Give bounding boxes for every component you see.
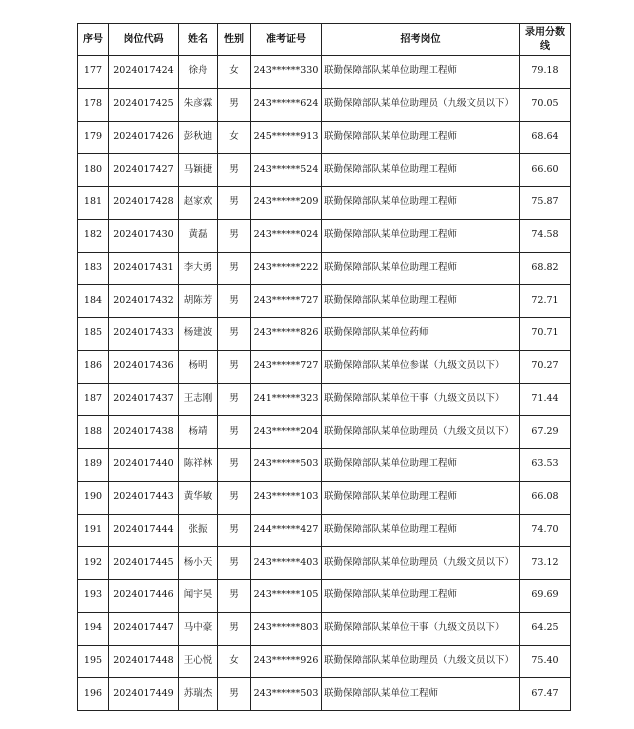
cell-index: 191: [78, 514, 109, 547]
cell-post-code: 2024017428: [109, 187, 179, 220]
cell-post-code: 2024017447: [109, 612, 179, 645]
cell-name: 李大勇: [179, 252, 218, 285]
cell-gender: 男: [218, 318, 251, 351]
cell-post-code: 2024017430: [109, 219, 179, 252]
header-gender: 性别: [218, 24, 251, 56]
cell-exam: 243******024: [251, 219, 322, 252]
table-row: [78, 481, 571, 514]
cell-exam: 243******204: [251, 416, 322, 449]
cell-gender: 男: [218, 88, 251, 121]
header-score: 录用分数线: [520, 24, 571, 56]
cell-score: 68.82: [520, 252, 571, 285]
cell-gender: 男: [218, 187, 251, 220]
table-row: [78, 645, 571, 678]
cell-exam: 243******926: [251, 645, 322, 678]
cell-exam: 243******503: [251, 678, 322, 711]
results-table: [77, 23, 571, 711]
cell-index: 184: [78, 285, 109, 318]
cell-post-code: 2024017443: [109, 481, 179, 514]
cell-score: 72.71: [520, 285, 571, 318]
cell-position: 联勤保障部队某单位助理员（九级文员以下）: [322, 547, 520, 580]
table-row: [78, 121, 571, 154]
cell-score: 63.53: [520, 449, 571, 482]
cell-position: 联勤保障部队某单位助理工程师: [322, 580, 520, 613]
header-name: 姓名: [179, 24, 218, 56]
cell-post-code: 2024017432: [109, 285, 179, 318]
cell-gender: 女: [218, 645, 251, 678]
cell-exam: 243******209: [251, 187, 322, 220]
cell-gender: 男: [218, 612, 251, 645]
cell-exam: 243******503: [251, 449, 322, 482]
table-row: [78, 252, 571, 285]
cell-gender: 男: [218, 416, 251, 449]
cell-exam: 243******222: [251, 252, 322, 285]
cell-index: 193: [78, 580, 109, 613]
cell-name: 杨明: [179, 350, 218, 383]
cell-exam: 243******103: [251, 481, 322, 514]
cell-score: 67.29: [520, 416, 571, 449]
cell-score: 70.05: [520, 88, 571, 121]
cell-index: 190: [78, 481, 109, 514]
cell-position: 联勤保障部队某单位工程师: [322, 678, 520, 711]
cell-index: 188: [78, 416, 109, 449]
cell-gender: 男: [218, 580, 251, 613]
table-row: [78, 547, 571, 580]
cell-score: 74.70: [520, 514, 571, 547]
cell-score: 71.44: [520, 383, 571, 416]
cell-post-code: 2024017446: [109, 580, 179, 613]
cell-index: 183: [78, 252, 109, 285]
cell-post-code: 2024017448: [109, 645, 179, 678]
cell-name: 胡陈芳: [179, 285, 218, 318]
table-row: [78, 219, 571, 252]
cell-position: 联勤保障部队某单位干事（九级文员以下）: [322, 383, 520, 416]
cell-exam: 245******913: [251, 121, 322, 154]
cell-position: 联勤保障部队某单位助理工程师: [322, 154, 520, 187]
cell-post-code: 2024017431: [109, 252, 179, 285]
cell-position: 联勤保障部队某单位助理工程师: [322, 121, 520, 154]
cell-name: 马中豪: [179, 612, 218, 645]
cell-index: 178: [78, 88, 109, 121]
cell-post-code: 2024017426: [109, 121, 179, 154]
cell-index: 195: [78, 645, 109, 678]
table-row: [78, 285, 571, 318]
cell-index: 194: [78, 612, 109, 645]
cell-name: 黄磊: [179, 219, 218, 252]
cell-gender: 男: [218, 285, 251, 318]
cell-score: 70.27: [520, 350, 571, 383]
header-row: [78, 24, 571, 56]
cell-exam: 243******524: [251, 154, 322, 187]
cell-name: 徐舟: [179, 56, 218, 89]
cell-name: 张振: [179, 514, 218, 547]
cell-score: 66.60: [520, 154, 571, 187]
cell-position: 联勤保障部队某单位助理工程师: [322, 187, 520, 220]
table-row: [78, 449, 571, 482]
cell-position: 联勤保障部队某单位助理员（九级文员以下）: [322, 416, 520, 449]
cell-gender: 男: [218, 547, 251, 580]
cell-gender: 男: [218, 350, 251, 383]
cell-exam: 243******624: [251, 88, 322, 121]
cell-index: 186: [78, 350, 109, 383]
cell-position: 联勤保障部队某单位药师: [322, 318, 520, 351]
table-body: [78, 56, 571, 711]
cell-position: 联勤保障部队某单位助理工程师: [322, 481, 520, 514]
cell-score: 75.87: [520, 187, 571, 220]
cell-gender: 女: [218, 121, 251, 154]
cell-index: 180: [78, 154, 109, 187]
header-position: 招考岗位: [322, 24, 520, 56]
cell-gender: 男: [218, 514, 251, 547]
cell-index: 196: [78, 678, 109, 711]
cell-score: 68.64: [520, 121, 571, 154]
cell-score: 69.69: [520, 580, 571, 613]
cell-name: 杨小天: [179, 547, 218, 580]
cell-position: 联勤保障部队某单位助理员（九级文员以下）: [322, 645, 520, 678]
cell-post-code: 2024017445: [109, 547, 179, 580]
cell-gender: 男: [218, 252, 251, 285]
cell-post-code: 2024017437: [109, 383, 179, 416]
cell-exam: 243******803: [251, 612, 322, 645]
cell-exam: 241******323: [251, 383, 322, 416]
cell-index: 189: [78, 449, 109, 482]
cell-gender: 女: [218, 56, 251, 89]
cell-exam: 243******403: [251, 547, 322, 580]
table-row: [78, 678, 571, 711]
table-row: [78, 350, 571, 383]
cell-name: 杨建波: [179, 318, 218, 351]
cell-index: 181: [78, 187, 109, 220]
cell-score: 64.25: [520, 612, 571, 645]
cell-name: 赵家欢: [179, 187, 218, 220]
table-row: [78, 187, 571, 220]
cell-post-code: 2024017425: [109, 88, 179, 121]
cell-gender: 男: [218, 383, 251, 416]
cell-name: 杨靖: [179, 416, 218, 449]
cell-position: 联勤保障部队某单位助理工程师: [322, 252, 520, 285]
header-index: 序号: [78, 24, 109, 56]
table-row: [78, 383, 571, 416]
cell-score: 74.58: [520, 219, 571, 252]
table-row: [78, 154, 571, 187]
cell-post-code: 2024017436: [109, 350, 179, 383]
cell-gender: 男: [218, 154, 251, 187]
cell-exam: 243******330: [251, 56, 322, 89]
cell-exam: 243******727: [251, 350, 322, 383]
cell-exam: 243******727: [251, 285, 322, 318]
cell-position: 联勤保障部队某单位干事（九级文员以下）: [322, 612, 520, 645]
cell-index: 177: [78, 56, 109, 89]
cell-score: 70.71: [520, 318, 571, 351]
cell-post-code: 2024017444: [109, 514, 179, 547]
cell-index: 182: [78, 219, 109, 252]
cell-name: 闻宇昊: [179, 580, 218, 613]
cell-score: 75.40: [520, 645, 571, 678]
table-row: [78, 416, 571, 449]
cell-exam: 244******427: [251, 514, 322, 547]
cell-name: 朱彦霖: [179, 88, 218, 121]
cell-name: 陈祥林: [179, 449, 218, 482]
table-row: [78, 318, 571, 351]
cell-index: 187: [78, 383, 109, 416]
cell-index: 179: [78, 121, 109, 154]
cell-gender: 男: [218, 481, 251, 514]
header-exam-id: 准考证号: [251, 24, 322, 56]
cell-exam: 243******826: [251, 318, 322, 351]
cell-post-code: 2024017438: [109, 416, 179, 449]
table-row: [78, 56, 571, 89]
cell-gender: 男: [218, 449, 251, 482]
table-row: [78, 514, 571, 547]
cell-name: 彭秋迪: [179, 121, 218, 154]
cell-score: 66.08: [520, 481, 571, 514]
cell-position: 联勤保障部队某单位助理工程师: [322, 449, 520, 482]
cell-position: 联勤保障部队某单位助理工程师: [322, 285, 520, 318]
cell-position: 联勤保障部队某单位助理工程师: [322, 514, 520, 547]
cell-name: 王心悦: [179, 645, 218, 678]
cell-exam: 243******105: [251, 580, 322, 613]
cell-post-code: 2024017449: [109, 678, 179, 711]
table-row: [78, 612, 571, 645]
header-post-code: 岗位代码: [109, 24, 179, 56]
cell-score: 79.18: [520, 56, 571, 89]
cell-gender: 男: [218, 219, 251, 252]
cell-name: 苏瑞杰: [179, 678, 218, 711]
cell-post-code: 2024017427: [109, 154, 179, 187]
cell-score: 67.47: [520, 678, 571, 711]
cell-name: 马颖捷: [179, 154, 218, 187]
cell-position: 联勤保障部队某单位助理员（九级文员以下）: [322, 88, 520, 121]
cell-index: 192: [78, 547, 109, 580]
table-row: [78, 88, 571, 121]
cell-post-code: 2024017433: [109, 318, 179, 351]
cell-name: 王志刚: [179, 383, 218, 416]
cell-index: 185: [78, 318, 109, 351]
cell-score: 73.12: [520, 547, 571, 580]
table-row: [78, 580, 571, 613]
cell-position: 联勤保障部队某单位助理工程师: [322, 219, 520, 252]
cell-position: 联勤保障部队某单位参谋（九级文员以下）: [322, 350, 520, 383]
cell-position: 联勤保障部队某单位助理工程师: [322, 56, 520, 89]
cell-post-code: 2024017424: [109, 56, 179, 89]
cell-gender: 男: [218, 678, 251, 711]
cell-post-code: 2024017440: [109, 449, 179, 482]
cell-name: 黄华敏: [179, 481, 218, 514]
